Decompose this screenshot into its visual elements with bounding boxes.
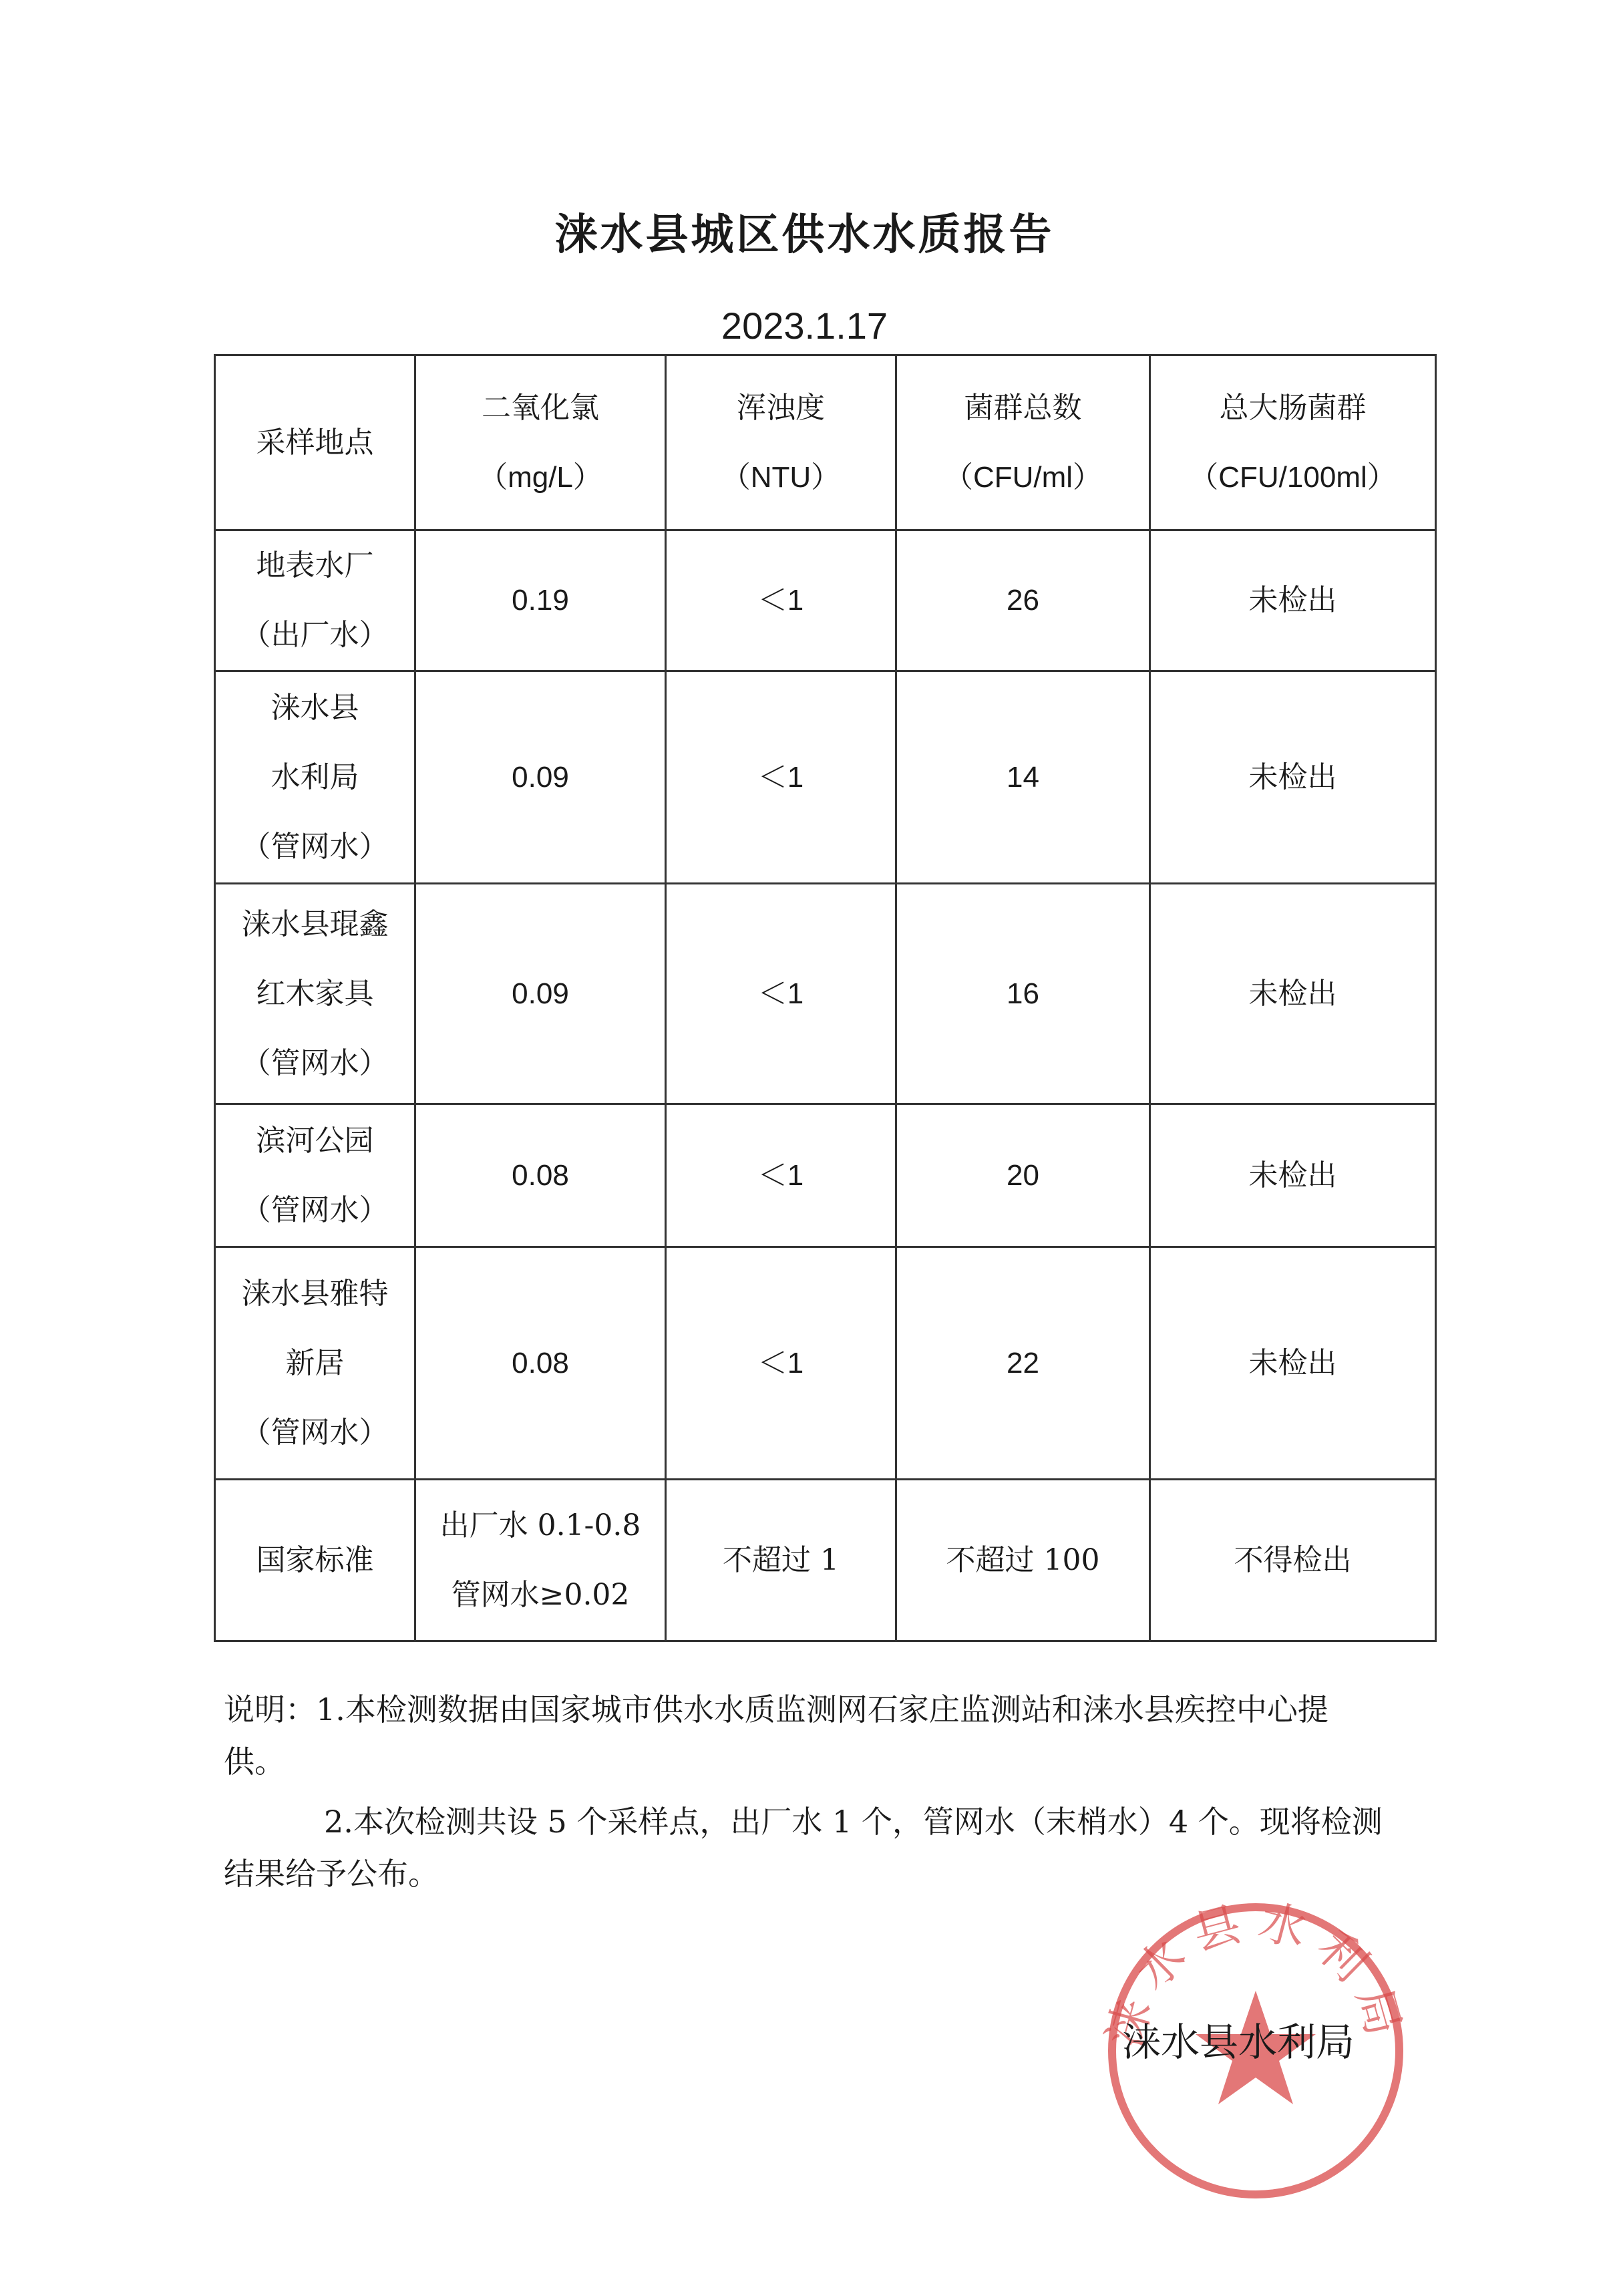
table-header-row [215,355,1436,530]
standard-bacteria: 不超过 100 [896,1480,1150,1641]
bacteria-cell: 20 [896,1104,1150,1247]
note-2: 2.本次检测共设 5 个采样点，出厂水 1 个，管网水（末梢水）4 个。现将检测结果给予公布。 [224,1804,1383,1892]
water-quality-table [214,354,1437,1642]
site-cell: 地表水厂 （出厂水） [215,530,415,671]
turbidity-cell: ＜1 [666,530,896,671]
standard-row [215,1480,1436,1641]
chlorine-cell: 0.19 [415,530,666,671]
turbidity-cell: ＜1 [666,671,896,884]
site-cell: 涞水县雅特 新居 （管网水） [215,1247,415,1480]
chlorine-cell: 0.08 [415,1104,666,1247]
chlorine-cell: 0.09 [415,671,666,884]
table-row [215,671,1436,884]
chlorine-cell: 0.08 [415,1247,666,1480]
header-chlorine: 二氧化氯 （mg/L） [415,355,666,530]
report-date: 2023.1.17 [721,305,888,347]
coliform-cell: 未检出 [1150,530,1436,671]
header-turbidity: 浑浊度 （NTU） [666,355,896,530]
turbidity-cell: ＜1 [666,1247,896,1480]
report-title: 涞水县城区供水水质报告 [554,210,1055,260]
coliform-cell: 未检出 [1150,1247,1436,1480]
bacteria-cell: 26 [896,530,1150,671]
standard-coliform: 不得检出 [1150,1480,1436,1641]
bacteria-cell: 22 [896,1247,1150,1480]
site-cell: 涞水县琨鑫 红木家具 （管网水） [215,884,415,1104]
turbidity-cell: ＜1 [666,884,896,1104]
chlorine-cell: 0.09 [415,884,666,1104]
table-row [215,1104,1436,1247]
standard-label: 国家标准 [215,1480,415,1641]
header-site: 采样地点 [215,355,415,530]
seal-arc-text: 涞水县水利局 [1096,1893,1415,2054]
header-coliform: 总大肠菌群 （CFU/100ml） [1150,355,1436,530]
bacteria-cell: 16 [896,884,1150,1104]
standard-turbidity: 不超过 1 [666,1480,896,1641]
header-bacteria: 菌群总数 （CFU/ml） [896,355,1150,530]
notes-section [224,1683,1386,1908]
bacteria-cell: 14 [896,671,1150,884]
table-row [215,1247,1436,1480]
turbidity-cell: ＜1 [666,1104,896,1247]
table-row [215,884,1436,1104]
standard-chlorine: 出厂水 0.1-0.8 管网水≥0.02 [415,1480,666,1641]
issuing-organization: 涞水县水利局 [1122,2019,1355,2065]
table-row [215,530,1436,671]
note-1: 说明：1.本检测数据由国家城市供水水质监测网石家庄监测站和涞水县疾控中心提供。 [224,1691,1328,1780]
site-cell: 涞水县 水利局 （管网水） [215,671,415,884]
coliform-cell: 未检出 [1150,671,1436,884]
coliform-cell: 未检出 [1150,884,1436,1104]
site-cell: 滨河公园 （管网水） [215,1104,415,1247]
coliform-cell: 未检出 [1150,1104,1436,1247]
